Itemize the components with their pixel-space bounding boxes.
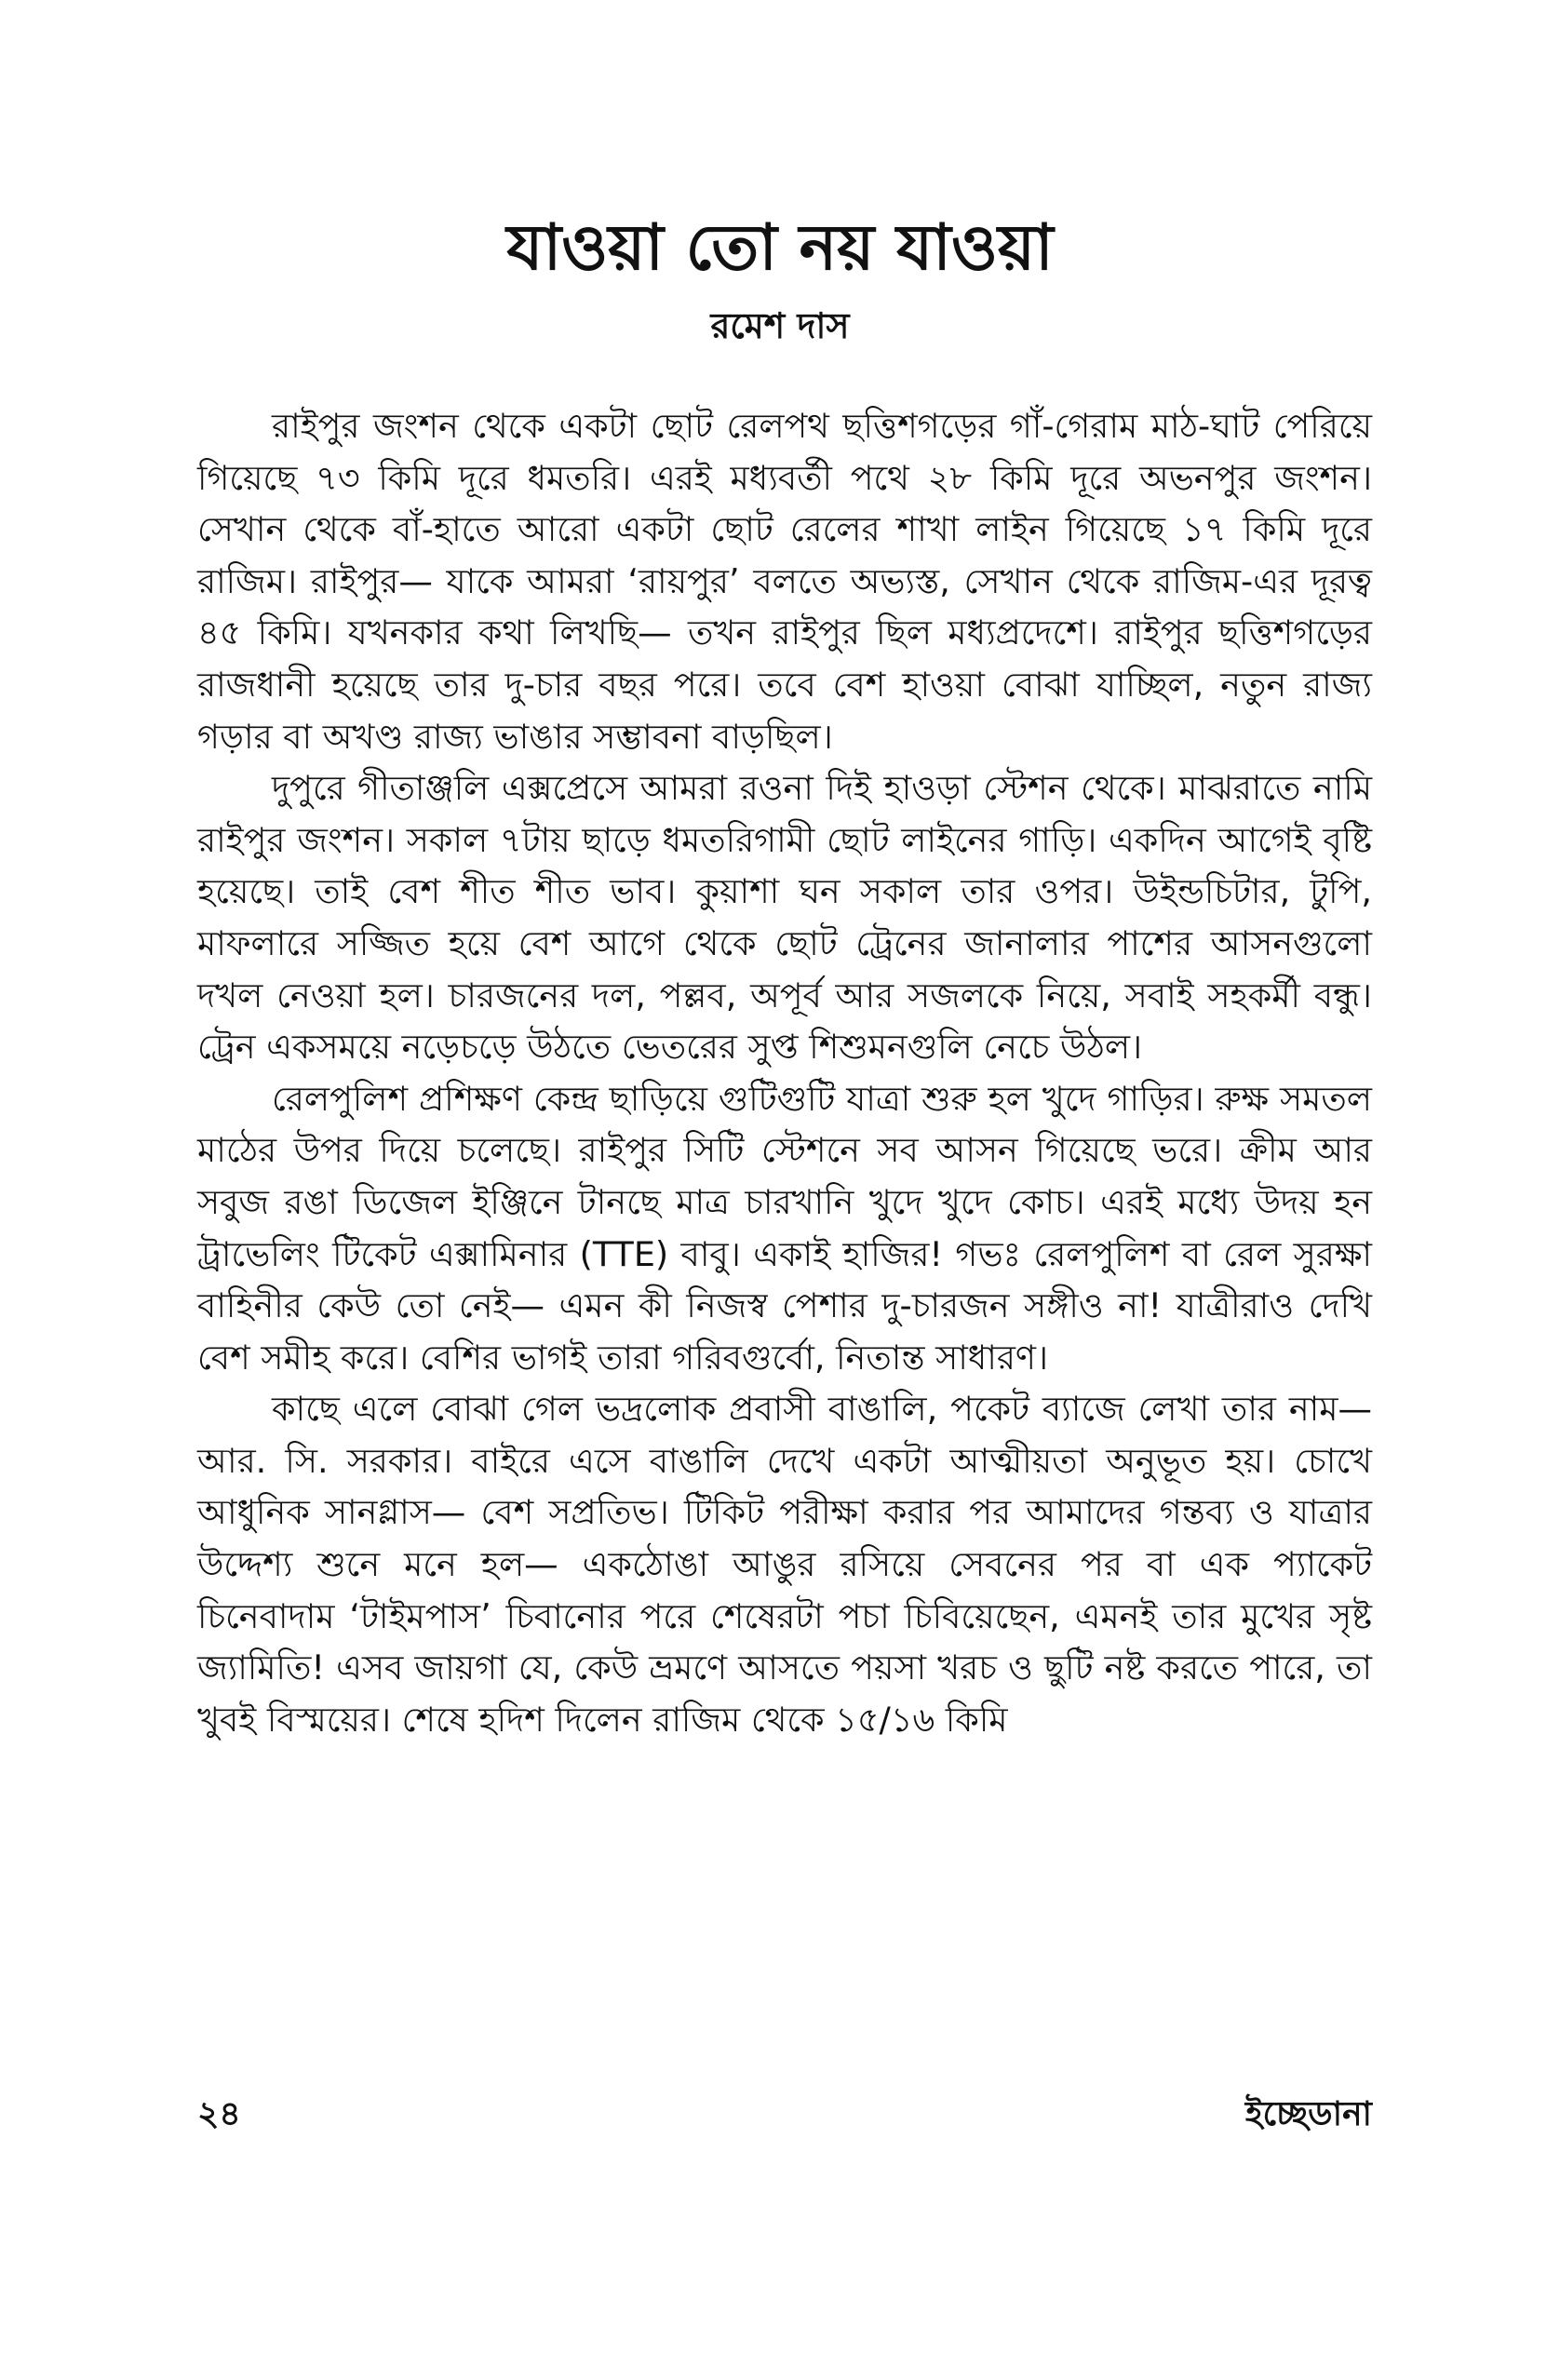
paragraph: রাইপুর জংশন থেকে একটা ছোট রেলপথ ছত্তিশগড়ের গাঁ-গেরাম মাঠ-ঘাট পেরিয়ে গিয়েছে ৭৩ কিমি দূরে ধমতরি। এরই মধ্যবর্তী পথে ২৮ কিমি দূরে অভনপুর জংশন। সেখান থেকে বাঁ-হাতে আরো একটা ছোট রেলের শাখা লাইন গিয়েছে ১৭ কিমি দূরে রাজিম। রাইপুর— যাকে আমরা ‘রায়পুর’ বলতে অভ্যস্ত, সেখান থেকে রাজিম-এর দূরত্ব ৪৫ কিমি। যখনকার কথা লিখছি— তখন রাইপুর ছিল মধ্যপ্রদেশে। রাইপুর ছত্তিশগড়ের রাজধানী হয়েছে তার দু-চার বছর পরে। তবে বেশ হাওয়া বোঝা যাচ্ছিল, নতুন রাজ্য গড়ার বা অখণ্ড রাজ্য ভাঙার সম্ভাবনা বাড়ছিল। xyxy=(197,406,1372,757)
article-body xyxy=(197,400,1372,1745)
article-title: যাওয়া তো নয় যাওয়া xyxy=(506,211,1054,285)
page-number: ২৪ xyxy=(197,2095,241,2133)
paragraph: কাছে এলে বোঝা গেল ভদ্রলোক প্রবাসী বাঙালি, পকেট ব্যাজে লেখা তার নাম— আর. সি. সরকার। বাইরে এসে বাঙালি দেখে একটা আত্মীয়তা অনুভূত হয়। চোখে আধুনিক সানগ্লাস— বেশ সপ্রতিভ। টিকিট পরীক্ষা করার পর আমাদের গন্তব্য ও যাত্রার উদ্দেশ্য শুনে মনে হল— একঠোঙা আঙুর রসিয়ে সেবনের পর বা এক প্যাকেট চিনেবাদাম ‘টাইমপাস’ চিবানোর পরে শেষেরটা পচা চিবিয়েছেন, এমনই তার মুখের সৃষ্ট জ্যামিতি! এসব জায়গা যে, কেউ ভ্রমণে আসতে পয়সা খরচ ও ছুটি নষ্ট করতে পারে, তা খুবই বিস্ময়ের। শেষে হদিশ দিলেন রাজিম থেকে ১৫/১৬ কিমি xyxy=(197,1389,1372,1740)
author-name: রমেশ দাস xyxy=(710,305,850,346)
running-title: ইচ্ছেডানা xyxy=(1244,2095,1372,2133)
paragraph: দুপুরে গীতাঞ্জলি এক্সপ্রেসে আমরা রওনা দিই হাওড়া স্টেশন থেকে। মাঝরাতে নামি রাইপুর জংশন। সকাল ৭টায় ছাড়ে ধমতরিগামী ছোট লাইনের গাড়ি। একদিন আগেই বৃষ্টি হয়েছে। তাই বেশ শীত শীত ভাব। কুয়াশা ঘন সকাল তার ওপর। উইন্ডচিটার, টুপি, মাফলারে সজ্জিত হয়ে বেশ আগে থেকে ছোট ট্রেনের জানালার পাশের আসনগুলো দখল নেওয়া হল। চারজনের দল, পল্লব, অপূর্ব আর সজলকে নিয়ে, সবাই সহকর্মী বন্ধু। ট্রেন একসময়ে নড়েচড়ে উঠতে ভেতরের সুপ্ত শিশুমনগুলি নেচে উঠল। xyxy=(197,768,1372,1068)
paragraph: রেলপুলিশ প্রশিক্ষণ কেন্দ্র ছাড়িয়ে গুটিগুটি যাত্রা শুরু হল খুদে গাড়ির। রুক্ষ সমতল মাঠের উপর দিয়ে চলেছে। রাইপুর সিটি স্টেশনে সব আসন গিয়েছে ভরে। ক্রীম আর সবুজ রঙা ডিজেল ইঞ্জিনে টানছে মাত্র চারখানি খুদে খুদে কোচ। এরই মধ্যে উদয় হন ট্রাভেলিং টিকেট এক্সামিনার (TTE) বাবু। একাই হাজির! গভঃ রেলপুলিশ বা রেল সুরক্ষা বাহিনীর কেউ তো নেই— এমন কী নিজস্ব পেশার দু-চারজন সঙ্গীও না! যাত্রীরাও দেখি বেশ সমীহ করে। বেশির ভাগই তারা গরিবগুর্বো, নিতান্ত সাধারণ। xyxy=(197,1078,1372,1378)
